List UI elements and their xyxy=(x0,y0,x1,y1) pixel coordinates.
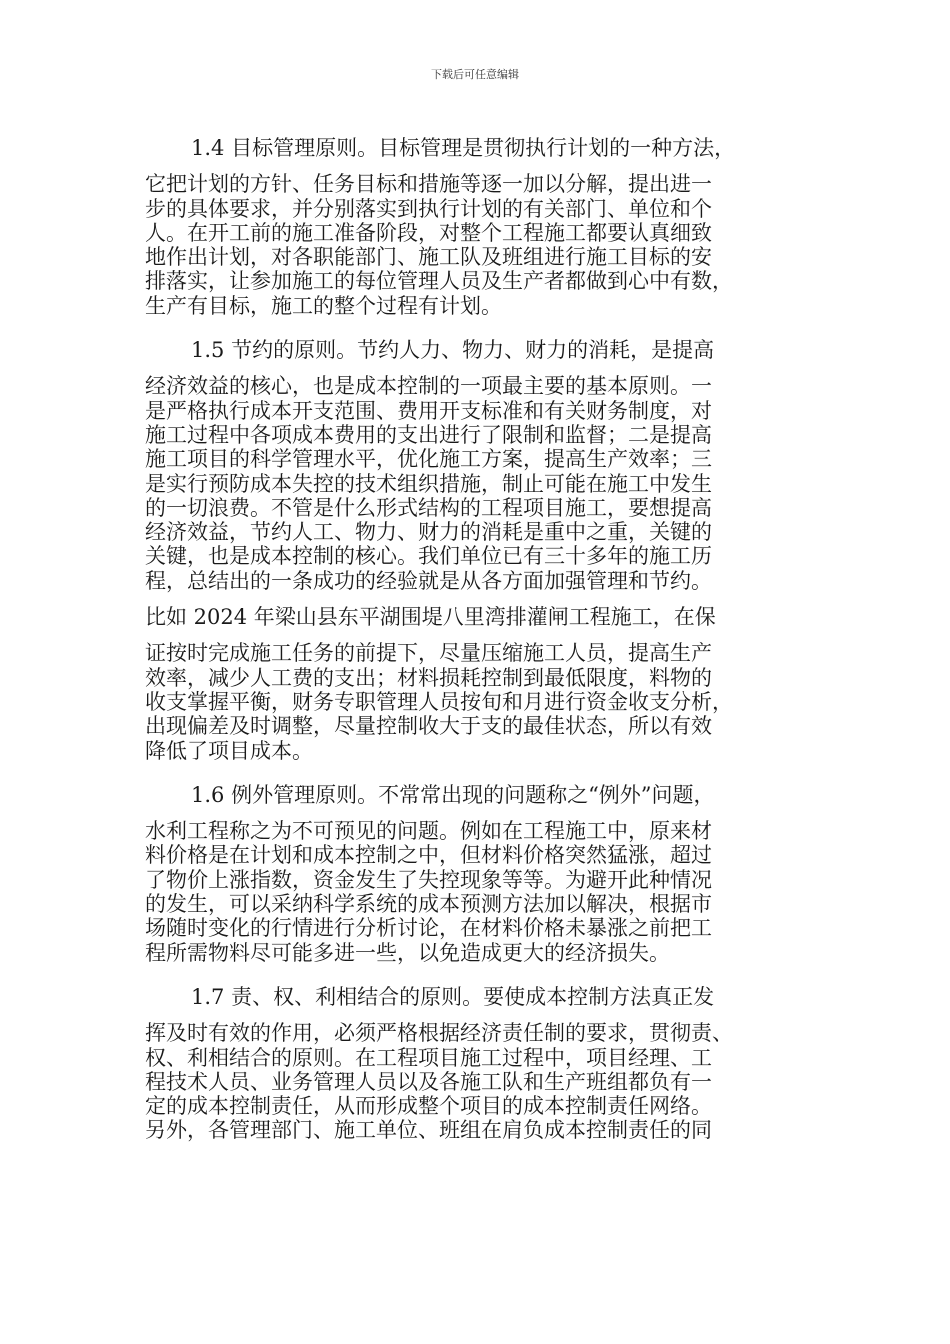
text-line: 是严格执行成本开支范围、费用开支标准和有关财务制度，对 xyxy=(145,398,712,423)
text-line: 的一切浪费。不管是什么形式结构的工程项目施工，要想提高 xyxy=(145,495,712,520)
text-line: 出现偏差及时调整，尽量控制收大于支的最佳状态，所以有效 xyxy=(145,714,712,739)
text-line: 降低了项目成本。 xyxy=(145,738,313,763)
text-line: 人。在开工前的施工准备阶段，对整个工程施工都要认真细致 xyxy=(145,220,712,245)
text-line: 步的具体要求，并分别落实到执行计划的有关部门、单位和个 xyxy=(145,196,712,221)
text-line: 施工过程中各项成本费用的支出进行了限制和监督；二是提高 xyxy=(145,422,712,447)
text-line: 1.4 目标管理原则。目标管理是贯彻执行计划的一种方法， xyxy=(191,136,736,160)
text-line: 1.6 例外管理原则。不常常出现的问题称之“例外”问题， xyxy=(191,782,715,807)
text-line: 经济效益，节约人工、物力、财力的消耗是重中之重，关键的 xyxy=(145,520,712,545)
text-line: 1.7 责、权、利相结合的原则。要使成本控制方法真正发 xyxy=(191,984,715,1009)
text-line: 权、利相结合的原则。在工程项目施工过程中，项目经理、工 xyxy=(145,1045,712,1070)
paragraph-1-4 xyxy=(145,136,809,318)
text-line: 水利工程称之为不可预见的问题。例如在工程施工中，原来材 xyxy=(145,819,712,844)
text-line: 比如 2024 年梁山县东平湖围堤八里湾排灌闸工程施工，在保 xyxy=(145,605,716,630)
text-line: 是实行预防成本失控的技术组织措施，制止可能在施工中发生 xyxy=(145,471,712,496)
text-line: 场随时变化的行情进行分析讨论，在材料价格未暴涨之前把工 xyxy=(145,916,712,941)
text-line: 程所需物料尽可能多进一些，以免造成更大的经济损失。 xyxy=(145,940,670,965)
text-line: 地作出计划，对各职能部门、施工队及班组进行施工目标的安 xyxy=(145,245,712,270)
text-line: 了物价上涨指数，资金发生了失控现象等等。为避开此种情况 xyxy=(145,867,712,892)
text-line: 证按时完成施工任务的前提下，尽量压缩施工人员，提高生产 xyxy=(145,641,712,666)
text-line: 施工项目的科学管理水平，优化施工方案，提高生产效率；三 xyxy=(145,447,712,472)
paragraph-1-6 xyxy=(145,783,809,965)
text-line: 排落实，让参加施工的每位管理人员及生产者都做到心中有数， xyxy=(145,269,733,294)
text-line: 它把计划的方针、任务目标和措施等逐一加以分解，提出进一 xyxy=(145,172,712,197)
text-line: 收支掌握平衡，财务专职管理人员按旬和月进行资金收支分析， xyxy=(145,689,733,714)
paragraph-1-5 xyxy=(145,338,809,763)
page-header: 下载后可任意编辑 xyxy=(431,68,519,81)
text-line: 程，总结出的一条成功的经验就是从各方面加强管理和节约。 xyxy=(145,568,712,593)
text-line: 关键，也是成本控制的核心。我们单位已有三十多年的施工历 xyxy=(145,544,712,569)
text-line: 挥及时有效的作用，必须严格根据经济责任制的要求，贯彻责、 xyxy=(145,1021,733,1046)
text-line: 料价格是在计划和成本控制之中，但材料价格突然猛涨，超过 xyxy=(145,843,712,868)
text-line: 程技术人员、业务管理人员以及各施工队和生产班组都负有一 xyxy=(145,1069,712,1094)
text-line: 生产有目标，施工的整个过程有计划。 xyxy=(145,293,502,318)
text-line: 的发生，可以采纳科学系统的成本预测方法加以解决，根据市 xyxy=(145,892,712,917)
text-line: 定的成本控制责任，从而形成整个项目的成本控制责任网络。 xyxy=(145,1094,712,1119)
text-line: 效率，减少人工费的支出；材料损耗控制到最低限度，料物的 xyxy=(145,665,712,690)
document-body xyxy=(145,136,809,1163)
text-line: 经济效益的核心，也是成本控制的一项最主要的基本原则。一 xyxy=(145,374,712,399)
text-line: 另外，各管理部门、施工单位、班组在肩负成本控制责任的同 xyxy=(145,1118,712,1143)
paragraph-1-7 xyxy=(145,985,809,1143)
text-line: 1.5 节约的原则。节约人力、物力、财力的消耗，是提高 xyxy=(191,338,715,363)
